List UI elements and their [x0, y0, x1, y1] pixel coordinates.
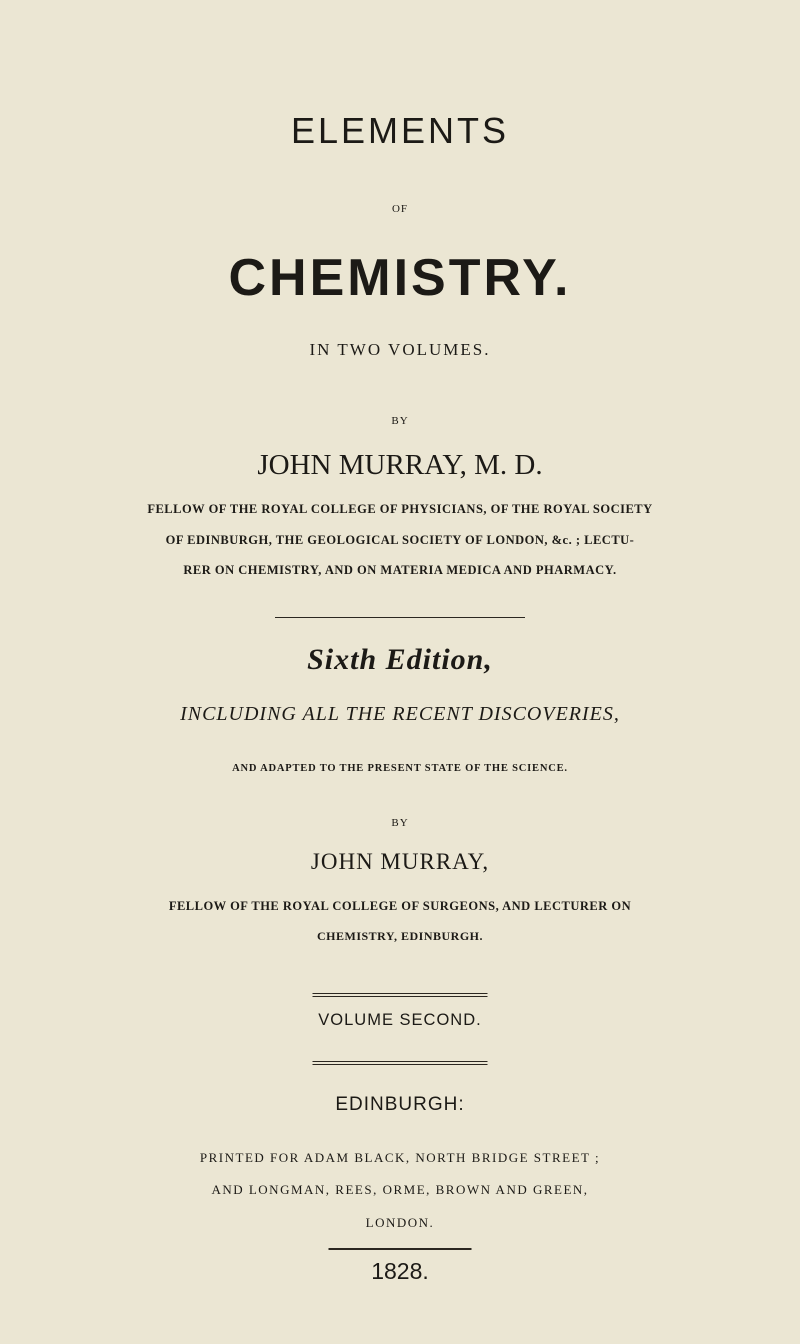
editor-name: JOHN MURRAY, [310, 849, 490, 874]
author-credentials-line: RER ON CHEMISTRY, AND ON MATERIA MEDICA AND PHARMACY. [183, 563, 617, 577]
editor-credentials-line: FELLOW OF THE ROYAL COLLEGE OF SURGEONS, AND LECTURER ON [168, 899, 632, 913]
author-name: JOHN MURRAY, M. D. [257, 449, 543, 481]
author-credentials-line: FELLOW OF THE ROYAL COLLEGE OF PHYSICIANS, OF THE ROYAL SOCIETY [147, 502, 653, 516]
double-rule-bottom [313, 1061, 488, 1065]
imprint-year: 1828. [371, 1258, 429, 1284]
imprint-city: EDINBURGH: [335, 1094, 465, 1115]
year-rule [329, 1248, 472, 1250]
title-of: OF [391, 203, 409, 215]
volumes-note: IN TWO VOLUMES. [309, 340, 491, 359]
edition-including: INCLUDING ALL THE RECENT DISCOVERIES, [180, 703, 620, 725]
author-credentials-line: OF EDINBURGH, THE GEOLOGICAL SOCIETY OF LONDON, &c. ; LECTU- [165, 533, 635, 547]
edition-label: Sixth Edition, [307, 643, 493, 676]
editor-credentials-line: CHEMISTRY, EDINBURGH. [317, 929, 483, 943]
imprint-line: LONDON. [365, 1215, 435, 1230]
editor-by: BY [391, 817, 409, 829]
edition-adapted: AND ADAPTED TO THE PRESENT STATE OF THE SCIENCE. [232, 763, 568, 774]
imprint-line: AND LONGMAN, REES, ORME, BROWN AND GREEN, [211, 1182, 589, 1197]
imprint-line: PRINTED FOR ADAM BLACK, NORTH BRIDGE STREET ; [199, 1150, 601, 1165]
divider-rule [275, 617, 525, 618]
title-elements: ELEMENTS [290, 110, 510, 151]
double-rule-top [313, 993, 488, 997]
author-by: BY [391, 415, 409, 427]
volume-label: VOLUME SECOND. [318, 1011, 482, 1029]
title-chemistry: CHEMISTRY. [228, 249, 572, 307]
